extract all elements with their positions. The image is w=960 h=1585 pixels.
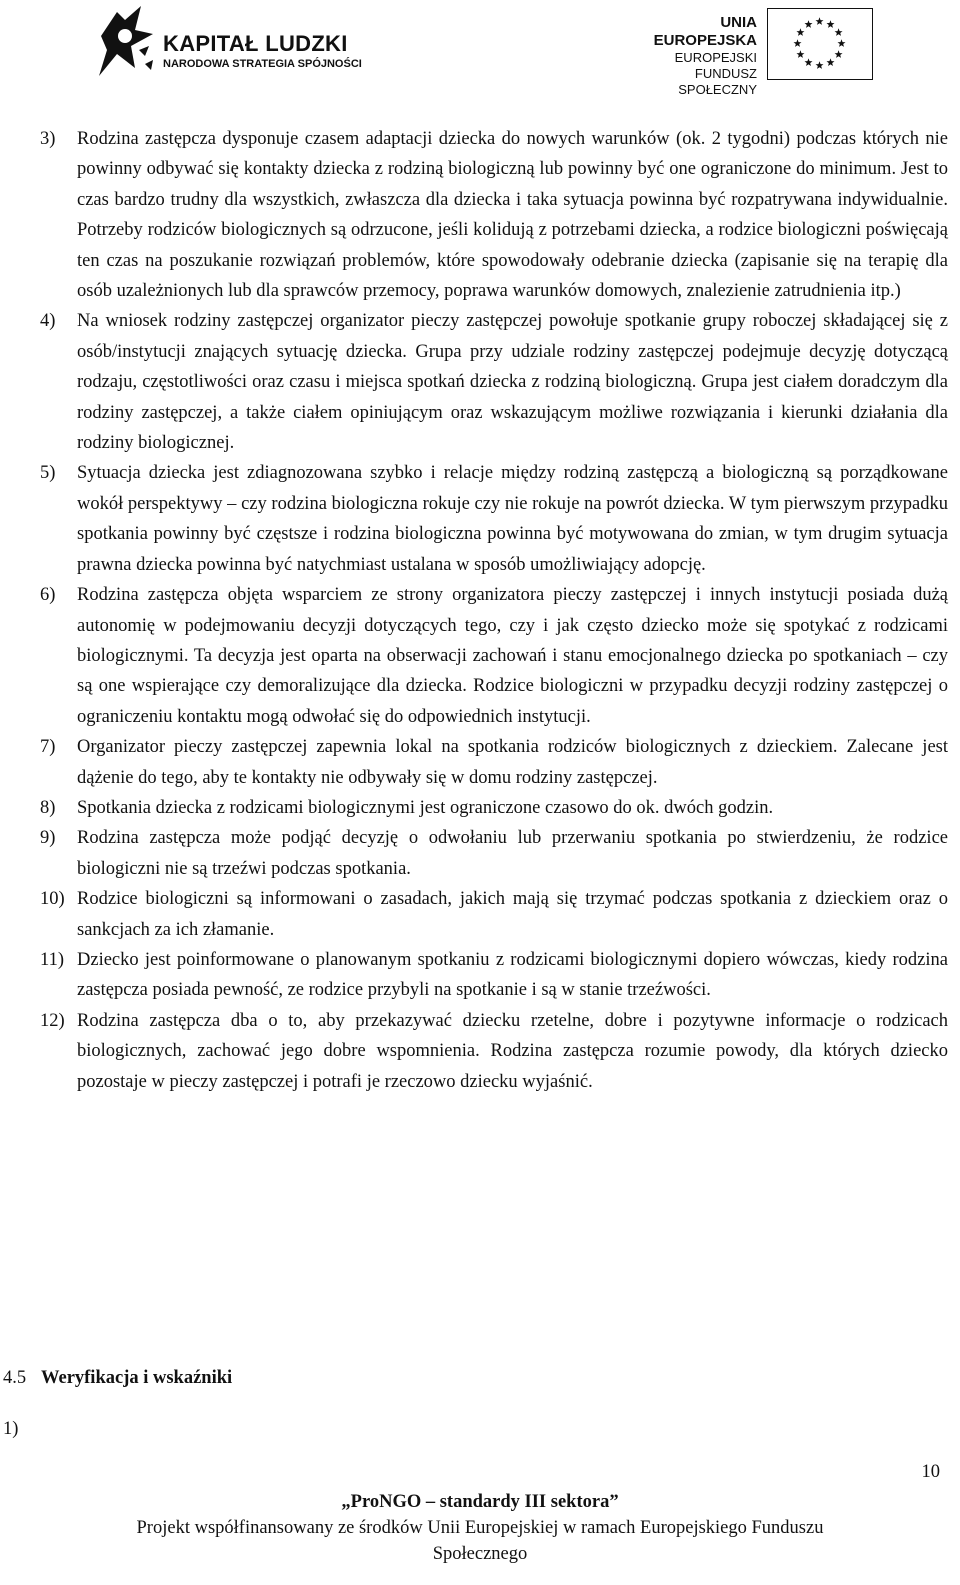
- section-title: Weryfikacja i wskaźniki: [41, 1368, 233, 1388]
- list-item-text: Organizator pieczy zastępczej zapewnia lokal na spotkania rodziców biologicznych z dzieckiem. Zalecane jest dążenie do tego, aby te kontakty nie odbywały się w domu rodziny zastępczej.: [77, 737, 948, 788]
- list-item: [40, 823, 948, 884]
- list-item-text: Rodzice biologiczni są informowani o zasadach, jakich mają się trzymać podczas spotkania z dzieckiem oraz o sankcjach za ich złamanie.: [77, 889, 948, 940]
- eu-star-icon: [805, 20, 813, 28]
- list-item-text: Sytuacja dziecka jest zdiagnozowana szybko i relacje między rodziną zastępczą a biologiczną są porządkowane wokół perspektywy – czy rodzina biologiczna rokuje czy nie rokuje na powrót dziecka. W tym pierwszym przypadku spotkania powinny być częstsze i rodzina biologiczna powinna być motywowana do zmian, w tym drugim sytuacja prawna dziecka powinna być natychmiast ustalana w sposób umożliwiający adopcję.: [77, 463, 948, 575]
- eu-star-icon: [816, 17, 824, 25]
- list-item: [40, 945, 948, 1006]
- list-item: [40, 884, 948, 945]
- list-item: [40, 124, 948, 306]
- kapital-ludzki-logo: [95, 6, 365, 78]
- list-item-number: 10): [40, 889, 65, 910]
- eu-star-icon: [835, 28, 843, 36]
- list-item-text: Rodzina zastępcza dba o to, aby przekazywać dziecku rzetelne, dobre i pozytywne informacje o rodzicach biologicznych, zachować jego dobre wspomnienia. Rodzina zastępcza rozumie powody, dla których dziecko pozostaje w pieczy zastępczej i potrafi je rzeczowo dziecku wyjaśnić.: [77, 1010, 948, 1092]
- list-item-number: 3): [40, 129, 56, 149]
- eu-subtitle-2: FUNDUSZ SPOŁECZNY: [678, 66, 757, 97]
- eu-title: UNIA EUROPEJSKA: [653, 14, 757, 49]
- list-item-number: 11): [40, 949, 64, 970]
- list-item: [40, 580, 948, 732]
- footer-line-1: Projekt współfinansowany ze środków Unii Europejskiej w ramach Europejskiego Funduszu: [136, 1518, 824, 1538]
- list-item-number: 8): [40, 797, 56, 818]
- eu-star-icon: [827, 20, 835, 28]
- eu-logo: [617, 8, 877, 97]
- list-item: [40, 458, 948, 580]
- eu-star-icon: [796, 50, 804, 58]
- page-footer: [0, 1489, 960, 1567]
- eu-star-icon: [835, 50, 843, 58]
- eu-star-icon: [794, 39, 802, 47]
- eu-star-icon: [827, 58, 835, 66]
- list-item-text: Na wniosek rodziny zastępczej organizator pieczy zastępczej powołuje spotkanie grupy roboczej składającej się z osób/instytucji znających sytuację dziecka. Grupa przy udziale rodziny zastępczej podejmuje decyzję dotyczącą rodzaju, częstotliwości oraz czasu i miejsca spotkań dziecka z rodziną biologiczną. Grupa jest ciałem doradczym dla rodziny zastępczej, a także ciałem opiniującym oraz wskazującym możliwe rozwiązania i kierunki działania dla rodziny biologicznej.: [77, 311, 948, 454]
- list-item-number: 7): [40, 737, 56, 758]
- list-item-text: Dziecko jest poinformowane o planowanym spotkaniu z rodzicami biologicznymi dopiero wówczas, kiedy rodzina zastępcza posiada pewność, ze rodzice przybyli na spotkanie i są w stanie trzeźwości.: [77, 949, 948, 1001]
- eu-star-icon: [838, 39, 846, 47]
- list-item-text: Rodzina zastępcza objęta wsparciem ze strony organizatora pieczy zastępczej i innych instytucji posiada dużą autonomię w podejmowaniu decyzji dotyczących tego, czy i jak często dziecko może się spotykać z rodzicami biologicznymi. Ta decyzja jest oparta na obserwacji zachowań i stanu emocjonalnego dziecka po spotkaniach – czy są one wspierające czy demoralizujące dla dziecka. Rodzice biologiczni w przypadku decyzji rodziny zastępczej o ograniczeniu kontaktu mogą odwołać się do odpowiednich instytucji.: [77, 585, 948, 727]
- list-item-text: Rodzina zastępcza dysponuje czasem adaptacji dziecka do nowych warunków (ok. 2 tygodni) podczas których nie powinny odbywać się kontakty dziecka z rodziną biologiczną lub powinny być one ograniczone do minimum. Jest to czas bardzo trudny dla wszystkich, zwłaszcza dla dziecka i taka sytuacja powinna być rozpatrywana indywidualnie. Potrzeby rodziców biologicznych są odrzucone, jeśli kolidują z potrzebami dziecka, a rodzice biologiczni poświęcają ten czas na poszukanie rozwiązań problemów, które spowodowały odebranie dziecka (zapisanie się na terapię dla osób uzależnionych lub dla sprawców przemocy, poprawa warunków domowych, znalezienie zatrudnienia itp.): [77, 129, 948, 302]
- document-body: [40, 124, 948, 1097]
- list-item: [40, 306, 948, 458]
- footer-line-2: Społecznego: [432, 1544, 528, 1564]
- page-number: 10: [921, 1462, 940, 1482]
- kapital-ludzki-emblem-icon: [95, 6, 161, 78]
- eu-star-icon: [796, 28, 804, 36]
- page-header: [0, 0, 960, 97]
- kapital-ludzki-subtitle: NARODOWA STRATEGIA SPÓJNOŚCI: [163, 58, 362, 70]
- list-item: [40, 793, 948, 823]
- list-item-number: 9): [40, 828, 56, 849]
- eu-star-icon: [816, 61, 824, 69]
- kapital-ludzki-name: KAPITAŁ LUDZKI: [163, 31, 348, 56]
- eu-subtitle-1: EUROPEJSKI: [674, 50, 757, 65]
- eu-star-icon: [805, 58, 813, 66]
- list-item-number: 4): [40, 311, 56, 332]
- list-item-number: 1): [3, 1419, 19, 1439]
- section-heading: [3, 1368, 232, 1389]
- list-item-number: 6): [40, 585, 56, 606]
- list-item-text: Rodzina zastępcza może podjąć decyzję o odwołaniu lub przerwaniu spotkania po stwierdzeniu, że rodzice biologiczni nie są trzeźwi podczas spotkania.: [77, 828, 948, 879]
- list-item: [40, 1006, 948, 1097]
- list-item-number: 12): [40, 1010, 65, 1031]
- section-number: 4.5: [3, 1368, 27, 1388]
- list-item-text: Spotkania dziecka z rodzicami biologicznymi jest ograniczone czasowo do ok. dwóch godzin.: [77, 797, 774, 818]
- list-item: [40, 732, 948, 793]
- list-item-number: 5): [40, 463, 56, 484]
- footer-title: „ProNGO – standardy III sektora”: [341, 1492, 619, 1512]
- eu-flag-icon: [767, 8, 873, 80]
